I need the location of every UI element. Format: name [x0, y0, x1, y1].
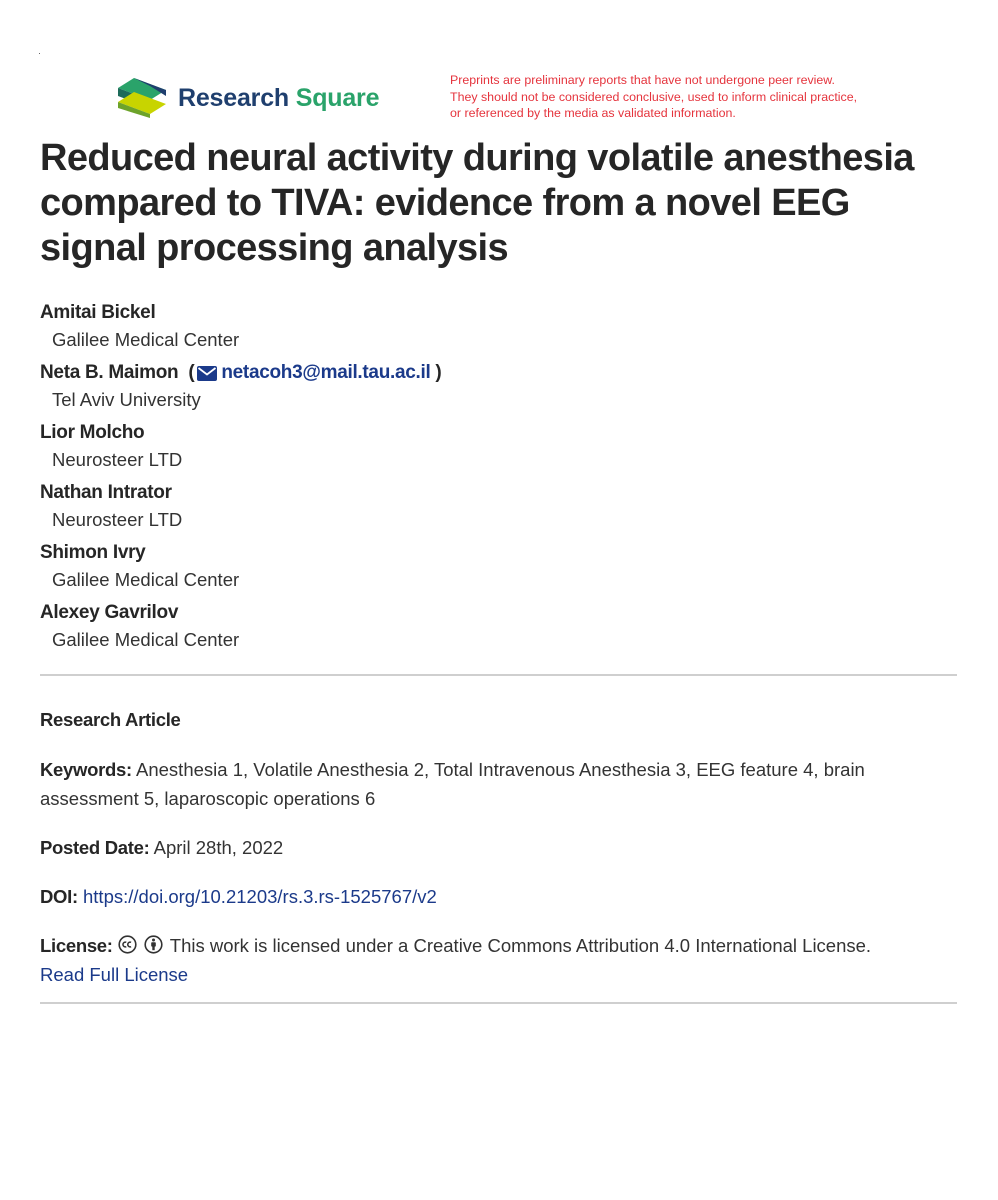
license-text: This work is licensed under a Creative Commons Attribution 4.0 International License. — [169, 935, 872, 956]
read-full-license-link[interactable]: Read Full License — [40, 964, 189, 985]
author-affiliation: Galilee Medical Center — [52, 329, 240, 350]
author-name-row — [40, 358, 940, 388]
article-type — [40, 705, 940, 734]
open-paren: ( — [188, 362, 195, 383]
research-square-logo[interactable] — [118, 78, 379, 118]
posted-date-value: April 28th, 2022 — [153, 837, 284, 858]
close-paren: ) — [430, 362, 442, 383]
disclaimer-line: Preprints are preliminary reports that have not undergone peer review. — [450, 73, 836, 87]
posted-date — [40, 833, 940, 862]
author-name: Neta B. Maimon — [40, 362, 179, 383]
author-affiliation: Neurosteer LTD — [52, 449, 183, 470]
author-name: Nathan Intrator — [40, 482, 172, 503]
scan-dot — [39, 53, 40, 54]
attribution-icon — [144, 935, 163, 954]
author-email-link[interactable]: netacoh3@mail.tau.ac.il — [221, 362, 431, 383]
creative-commons-icon — [118, 935, 137, 954]
author-affiliation: Tel Aviv University — [52, 389, 201, 410]
brand-square: Square — [295, 83, 380, 112]
author-affiliation: Neurosteer LTD — [52, 509, 183, 530]
author-name: Alexey Gavrilov — [40, 602, 179, 623]
envelope-icon — [197, 366, 217, 381]
paper-title: Reduced neural activity during volatile anesthesia compared to TIVA: evidence from a novel EEG signal processing analysis — [40, 137, 914, 269]
disclaimer-line: or referenced by the media as validated information. — [450, 106, 736, 120]
keywords — [40, 755, 940, 813]
disclaimer-line: They should not be considered conclusive, used to inform clinical practice, — [450, 89, 858, 104]
doi-link[interactable]: https://doi.org/10.21203/rs.3.rs-1525767/v2 — [83, 886, 437, 907]
keywords-label: Keywords: — [40, 759, 132, 780]
header — [118, 73, 898, 122]
author-affiliation: Galilee Medical Center — [52, 569, 240, 590]
doi-label: DOI: — [40, 886, 78, 907]
author-affiliation: Galilee Medical Center — [52, 629, 240, 650]
brand-research: Research — [178, 83, 289, 112]
author-name: Amitai Bickel — [40, 302, 156, 323]
author-email-group — [188, 360, 441, 386]
divider-top — [40, 674, 957, 676]
license-label: License: — [40, 935, 113, 956]
author-list — [40, 298, 940, 658]
keywords-line-1: Anesthesia 1, Volatile Anesthesia 2, Total Intravenous Anesthesia 3, EEG feature 4, brain — [136, 759, 865, 780]
preprint-disclaimer — [450, 72, 900, 122]
posted-date-label: Posted Date: — [40, 837, 150, 858]
brand-name — [178, 84, 379, 113]
divider-bottom — [40, 1002, 957, 1004]
research-square-logo-icon — [118, 78, 166, 118]
author-name: Lior Molcho — [40, 422, 145, 443]
license — [40, 931, 940, 989]
author-name: Shimon Ivry — [40, 542, 146, 563]
keywords-line-2: assessment 5, laparoscopic operations 6 — [40, 788, 376, 809]
article-type-label: Research Article — [40, 709, 181, 730]
doi — [40, 882, 940, 911]
